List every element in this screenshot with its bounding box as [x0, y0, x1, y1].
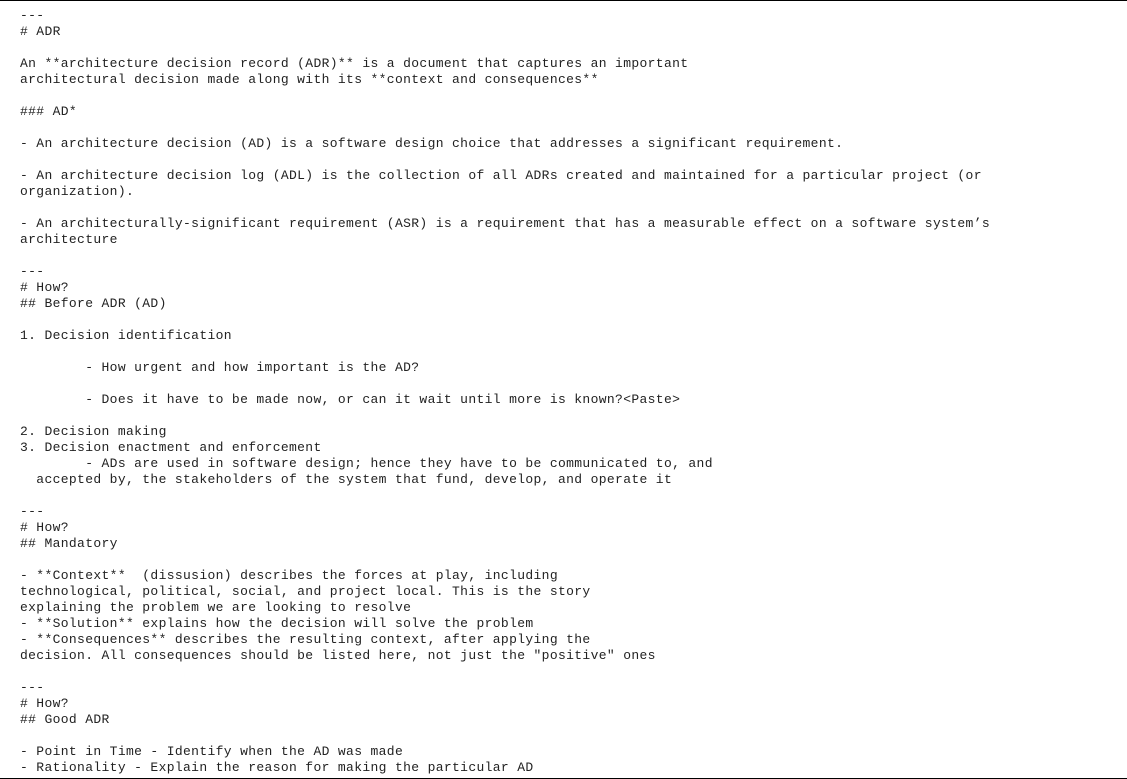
editor-line: explaining the problem we are looking to resolve [20, 600, 412, 615]
editor-line [20, 152, 1123, 168]
editor-line: architectural decision made along with its **context and consequences** [20, 72, 599, 87]
editor-line: - **Solution** explains how the decision will solve the problem [20, 616, 534, 631]
editor-line: - Does it have to be made now, or can it wait until more is known?<Paste> [20, 392, 681, 407]
editor-line: decision. All consequences should be listed here, not just the "positive" ones [20, 648, 656, 663]
editor-line: 3. Decision enactment and enforcement [20, 440, 322, 455]
editor-line: accepted by, the stakeholders of the system that fund, develop, and operate it [20, 472, 673, 487]
editor-line: --- [20, 680, 45, 695]
editor-line: - Rationality - Explain the reason for making the particular AD [20, 760, 534, 775]
editor-line: - **Consequences** describes the resulting context, after applying the [20, 632, 591, 647]
editor-line: technological, political, social, and project local. This is the story [20, 584, 591, 599]
editor-line: # How? [20, 280, 69, 295]
editor-line: organization). [20, 184, 135, 199]
editor-line [20, 248, 1123, 264]
editor-line [20, 408, 1123, 424]
editor-line: --- [20, 504, 45, 519]
editor-line: ## Mandatory [20, 536, 118, 551]
editor-line [20, 344, 1123, 360]
editor-line: 2. Decision making [20, 424, 167, 439]
editor-line: --- [20, 264, 45, 279]
editor-line [20, 40, 1123, 56]
editor-line [20, 664, 1123, 680]
editor-line [20, 488, 1123, 504]
editor-line: An **architecture decision record (ADR)** is a document that captures an important [20, 56, 689, 71]
editor-line: ## Good ADR [20, 712, 110, 727]
editor-line [20, 312, 1123, 328]
markdown-editor-text-area[interactable] [20, 8, 1123, 778]
editor-line [20, 200, 1123, 216]
editor-line: - An architecturally-significant requirement (ASR) is a requirement that has a measurable effect on a software system’s [20, 216, 990, 231]
editor-line: - Point in Time - Identify when the AD was made [20, 744, 404, 759]
editor-line: 1. Decision identification [20, 328, 232, 343]
editor-line: - **Context** (dissusion) describes the forces at play, including [20, 568, 558, 583]
editor-line [20, 88, 1123, 104]
editor-line: architecture [20, 232, 118, 247]
editor-line: # How? [20, 520, 69, 535]
editor-line: - An architecture decision (AD) is a software design choice that addresses a significant requirement. [20, 136, 844, 151]
editor-line: ### AD* [20, 104, 78, 119]
editor-line: # How? [20, 696, 69, 711]
editor-line [20, 552, 1123, 568]
editor-line: --- [20, 8, 45, 23]
editor-line: ## Before ADR (AD) [20, 296, 167, 311]
editor-line: - An architecture decision log (ADL) is the collection of all ADRs created and maintained for a particular project (or [20, 168, 982, 183]
editor-line: - ADs are used in software design; hence they have to be communicated to, and [20, 456, 713, 471]
editor-line [20, 728, 1123, 744]
editor-line [20, 376, 1123, 392]
editor-line: - How urgent and how important is the AD? [20, 360, 420, 375]
editor-line: # ADR [20, 24, 61, 39]
editor-line [20, 120, 1123, 136]
